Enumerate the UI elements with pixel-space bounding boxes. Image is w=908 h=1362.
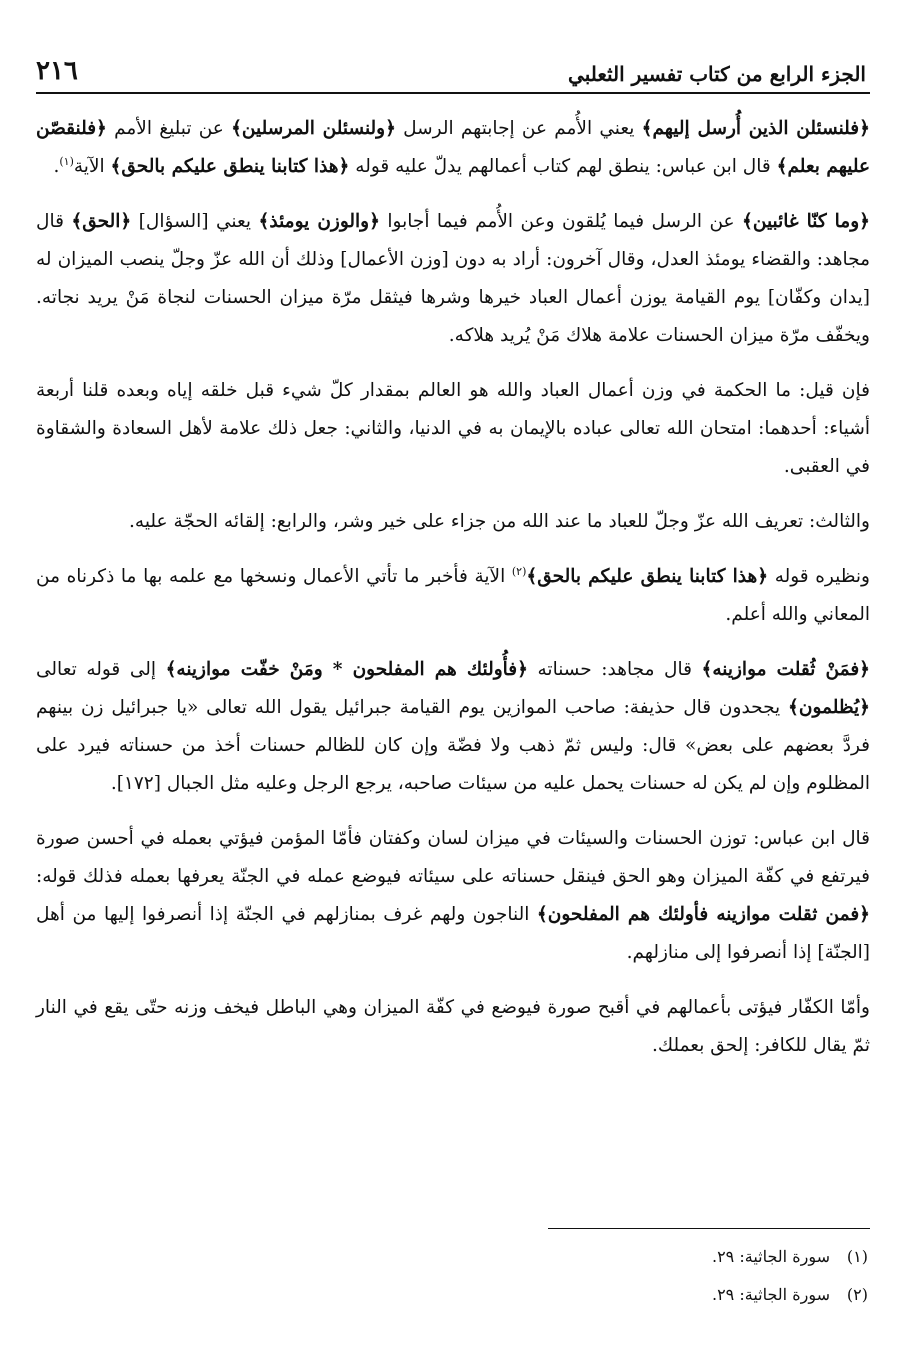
text-run: إلى قوله تعالى — [36, 659, 166, 680]
page-number: ٢١٦ — [36, 56, 78, 86]
text-run: وأمّا الكفّار فيؤتى بأعمالهم في أقبح صورة فيوضع في كفّة الميزان وهي الباطل فيخف وزنه حتّى يقع في النار ثمّ يقال للكافر: إلحق بعملك. — [36, 997, 870, 1056]
verse-quote: ﴿هذا كتابنا ينطق عليكم بالحق﴾ — [110, 156, 350, 177]
paragraph-5 — [36, 558, 870, 634]
running-title: الجزء الرابع من كتاب تفسير الثعلبي — [568, 62, 866, 86]
verse-quote: ﴿الحق﴾ — [71, 211, 132, 232]
text-run: يعني [السؤال] — [131, 211, 259, 232]
paragraph-2 — [36, 203, 870, 355]
verse-quote: ﴿فأُولئك هم المفلحون * ومَنْ خفّت موازينه﴾ — [165, 659, 528, 680]
verse-quote: ﴿فلنسئلن الذين أُرسل إليهم﴾ — [641, 118, 870, 139]
text-run: قال مجاهد: حسناته — [527, 659, 702, 680]
verse-quote: ﴿والوزن يومئذ﴾ — [258, 211, 380, 232]
text-run: عن الرسل فيما يُلقون وعن الأُمم فيما أجابوا — [379, 211, 743, 232]
paragraph-4 — [36, 503, 870, 541]
text-run: ونظيره قوله — [768, 566, 870, 587]
text-run: الناجون ولهم غرف بمنازلهم في الجنّة إذا أنصرفوا إليها من أهل [الجنّة] إذا أنصرفوا إلى منازلهم. — [36, 904, 870, 963]
footnote-number: (٢) — [846, 1285, 868, 1304]
verse-quote: ﴿ولنسئلن المرسلين﴾ — [231, 118, 396, 139]
text-run: فإن قيل: ما الحكمة في وزن أعمال العباد والله هو العالم بمقدار كلّ شيء قبل خلقه إياه وبعده قلنا أربعة أشياء: أحدهما: امتحان الله تعالى عباده بالإيمان به في الدنيا، والثاني: جعل ذلك علامة لأهل السعادة والشقاوة في العقبى. — [36, 380, 870, 477]
text-run: يجحدون قال حذيفة: صاحب الموازين يوم القيامة جبرائيل يقول الله تعالى «يا جبرائيل زن بينهم فردَّ بعضهم على بعض» قال: وليس ثمّ ذهب ولا فضّة وإن كان للظالم حسنات أخذ من حسناته فيرد على المظلوم وإن لم يكن له حسنات يحمل عليه من سيئات صاحبه، يرجع الرجل وعليه مثل الجبال [١٧٢]. — [36, 697, 870, 794]
footnote-ref: (١) — [59, 154, 74, 168]
text-run: قال ابن عباس: ينطق لهم كتاب أعمالهم يدلّ عليه قوله — [349, 156, 777, 177]
verse-quote: ﴿يُظلمون﴾ — [788, 697, 870, 718]
text-run: يعني الأُمم عن إجابتهم الرسل — [395, 118, 642, 139]
footnote-divider — [548, 1228, 870, 1229]
footnote-text: سورة الجاثية: ٢٩. — [711, 1285, 830, 1304]
footnote-item — [268, 1276, 868, 1314]
footnote-item — [268, 1238, 868, 1276]
paragraph-6 — [36, 651, 870, 803]
footnote-number: (١) — [846, 1247, 868, 1266]
verse-quote: ﴿هذا كتابنا ينطق عليكم بالحق﴾ — [526, 566, 769, 587]
verse-quote: ﴿فلنقصّن عليهم بعلم﴾ — [36, 118, 870, 177]
footnotes — [268, 1238, 868, 1314]
page-body — [36, 110, 870, 1065]
text-run: قال مجاهد: والقضاء يومئذ العدل، وقال آخرون: أراد به دون [وزن الأعمال] وذلك أن الله عزّ وجلّ ينصب الميزان له [يدان وكفّان] يوم القيامة يوزن أعمال العباد خيرها وشرها فيثقل مرّة ميزان الحسنات لنجاة مَنْ يريد نجاته. ويخفّف مرّة ميزان الحسنات علامة هلاك مَنْ يُريد هلاكه. — [36, 211, 870, 346]
footnote-text: سورة الجاثية: ٢٩. — [711, 1247, 830, 1266]
paragraph-3 — [36, 372, 870, 486]
paragraph-1 — [36, 110, 870, 186]
paragraph-7 — [36, 820, 870, 972]
page-header — [36, 44, 870, 94]
text-run: قال ابن عباس: توزن الحسنات والسيئات في ميزان لسان وكفتان فأمّا المؤمن فيؤتي بعمله في أحسن صورة فيرتفع في كفّة الميزان وهو الحق فينقل حسناته على سيئاته فيوضع عمله في الجنّة يعرفها بعمله فذلك قوله: — [36, 828, 870, 887]
verse-quote: ﴿فمن ثقلت موازينه فأولئك هم المفلحون﴾ — [536, 904, 870, 925]
text-run: والثالث: تعريف الله عزّ وجلّ للعباد ما عند الله من جزاء على خير وشر، والرابع: إلقائه الحجّة عليه. — [129, 511, 870, 532]
text-run: . — [53, 156, 60, 177]
text-run: الآية فأخبر ما تأتي الأعمال ونسخها مع علمه بها ما ذكرناه من المعاني والله أعلم. — [36, 566, 870, 625]
footnote-ref: (٢) — [511, 564, 527, 578]
verse-quote: ﴿وما كنّا غائبين﴾ — [742, 211, 870, 232]
verse-quote: ﴿فمَنْ ثُقلت موازينه﴾ — [701, 659, 871, 680]
text-run: الآية — [73, 156, 111, 177]
paragraph-8 — [36, 989, 870, 1065]
text-run: عن تبليغ الأمم — [106, 118, 232, 139]
